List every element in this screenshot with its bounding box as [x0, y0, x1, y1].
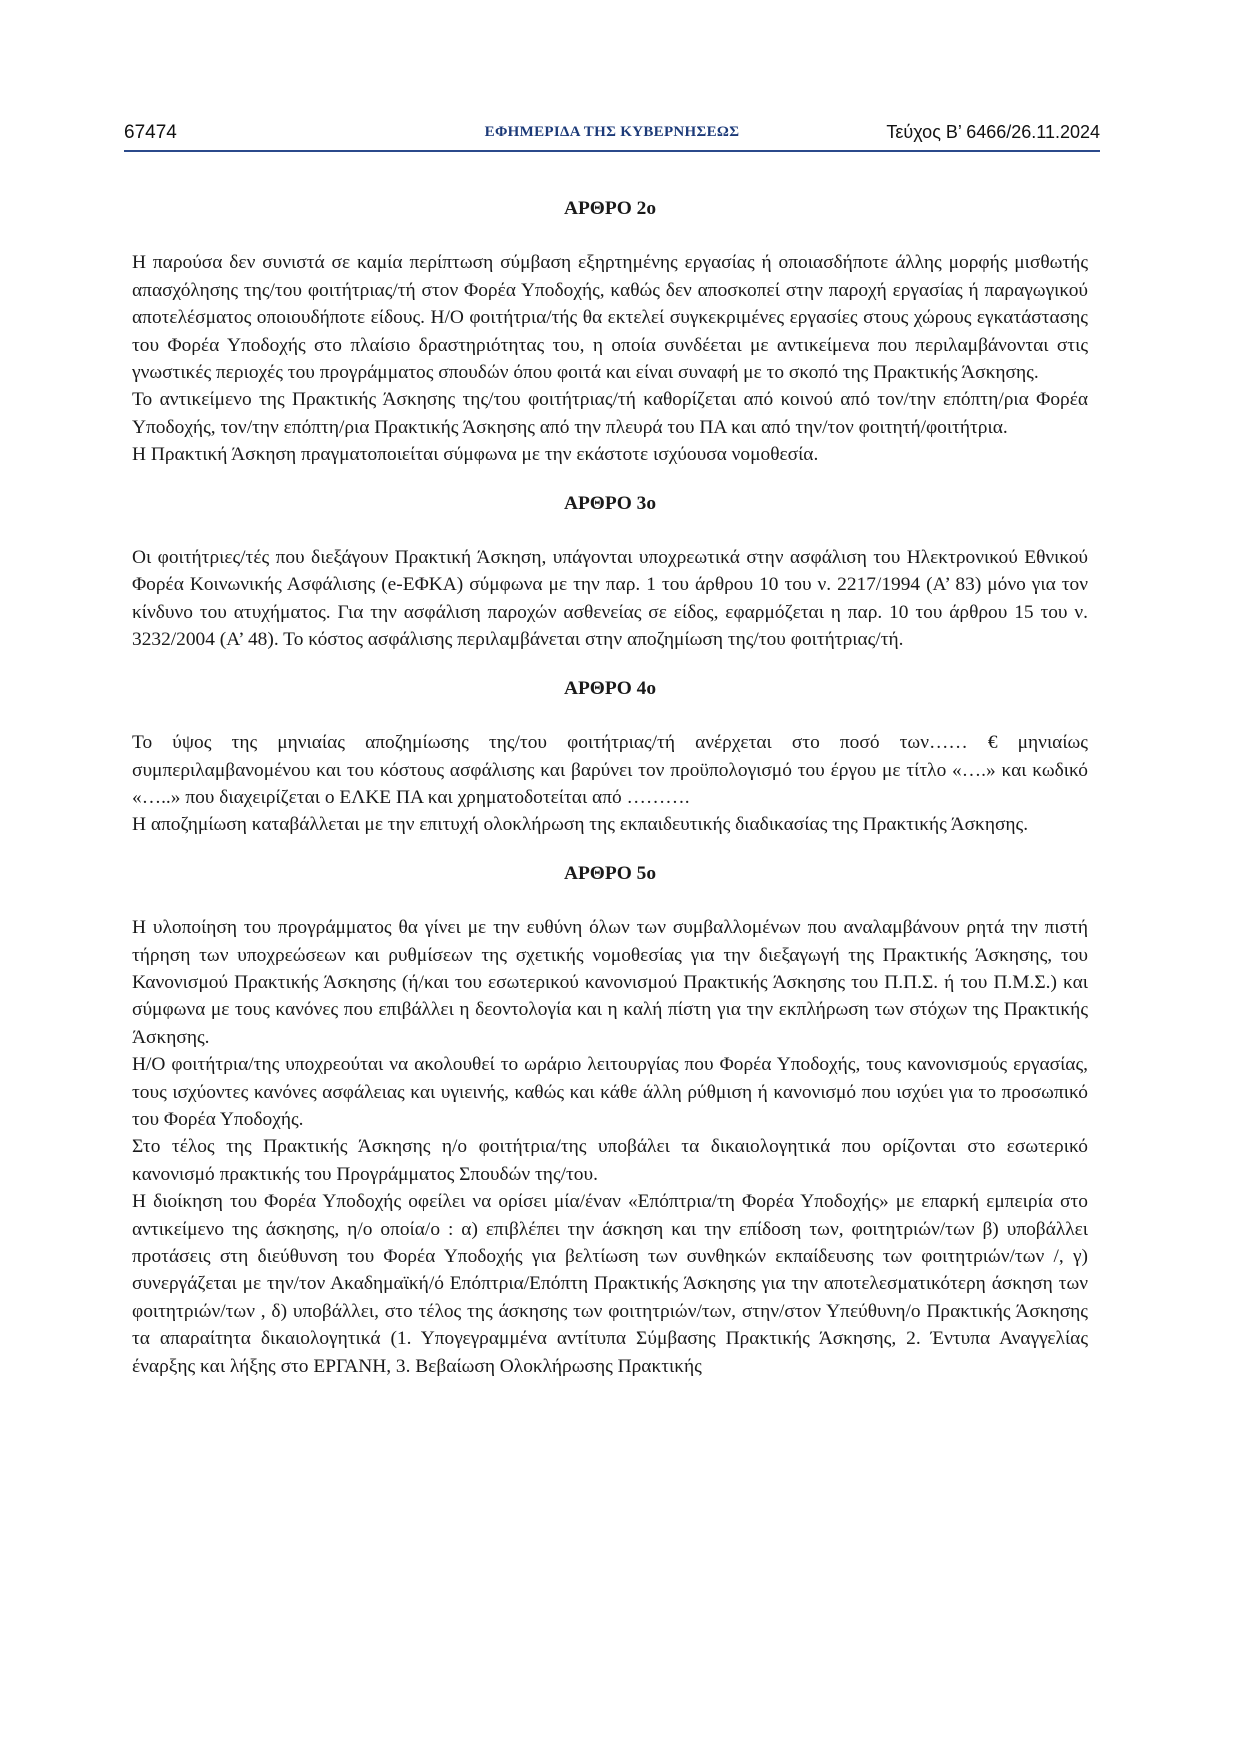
paragraph: Η υλοποίηση του προγράμματος θα γίνει με την ευθύνη όλων των συμβαλλομένων που αναλαμβάνουν ρητά την πιστή τήρηση των υποχρεώσεων και ρυθμίσεων της σχετικής νομοθεσίας για την διεξαγωγή της Πρακτικής Άσκησης, του Κανονισμού Πρακτικής Άσκησης (ή/και του εσωτερικού κανονισμού Πρακτικής Άσκησης του Π.Π.Σ. ή του Π.Μ.Σ.) και σύμφωνα με τους κανόνες που επιβάλλει η δεοντολογία και η καλή πίστη για την εκπλήρωση των στόχων της Πρακτικής Άσκησης. [132, 917, 1088, 1048]
article-heading: ΑΡΘΡΟ 5ο [563, 862, 657, 884]
article-heading: ΑΡΘΡΟ 3ο [563, 492, 657, 514]
paragraph: Στο τέλος της Πρακτικής Άσκησης η/ο φοιτήτρια/της υποβάλει τα δικαιολογητικά που ορίζονται στο εσωτερικό κανονισμό πρακτικής του Προγράμματος Σπουδών της/του. [132, 1136, 1088, 1185]
paragraph: Η διοίκηση του Φορέα Υποδοχής οφείλει να ορίσει μία/έναν «Επόπτρια/τη Φορέα Υποδοχής» με επαρκή εμπειρία στο αντικείμενο της άσκησης, η/ο οποία/ο : α) επιβλέπει την άσκηση και την επίδοση των, φοιτητριών/των β) υποβάλλει προτάσεις στη διεύθυνση του Φορέα Υποδοχής για βελτίωση των συνθηκών εκπαίδευσης των φοιτητριών/των /, γ) συνεργάζεται με την/τον Ακαδημαϊκή/ό Επόπτρια/Επόπτη Πρακτικής Άσκησης για την αποτελεσματικότερη άσκηση των φοιτητριών/των , δ) υποβάλλει, στο τέλος της άσκησης των φοιτητριών/των, στην/στον Υπεύθυνη/ο Πρακτικής Άσκησης τα απαραίτητα δικαιολογητικά (1. Υπογεγραμμένα αντίτυπα Σύμβασης Πρακτικής Άσκησης, 2. Έντυπα Αναγγελίας έναρξης και λήξης στο ΕΡΓΑΝΗ, 3. Βεβαίωση Ολοκλήρωσης Πρακτικής [132, 1191, 1088, 1377]
paragraph: Η παρούσα δεν συνιστά σε καμία περίπτωση σύμβαση εξηρτημένης εργασίας ή οποιασδήποτε άλλης μορφής μισθωτής απασχόλησης της/του φοιτήτριας/τή στον Φορέα Υποδοχής, καθώς δεν αποσκοπεί στην παροχή εργασίας ή παραγωγικού αποτελέσματος οποιουδήποτε είδους. Η/Ο φοιτήτρια/τής θα εκτελεί συγκεκριμένες εργασίες στους χώρους εγκατάστασης του Φορέα Υποδοχής στο πλαίσιο δραστηριότητας του, η οποία συνδέεται με αντικείμενα που περιλαμβάνονται στις γνωστικές περιοχές του προγράμματος σπουδών όπου φοιτά και είναι συναφή με το σκοπό της Πρακτικής Άσκησης. [132, 252, 1088, 384]
paragraph: Η Πρακτική Άσκηση πραγματοποιείται σύμφωνα με την εκάστοτε ισχύουσα νομοθεσία. [132, 444, 819, 466]
header-rule [124, 150, 1100, 152]
paragraph: Η αποζημίωση καταβάλλεται με την επιτυχή ολοκλήρωση της εκπαιδευτικής διαδικασίας της Πρακτικής Άσκησης. [132, 814, 1029, 836]
article-heading: ΑΡΘΡΟ 2ο [563, 198, 657, 219]
issue-reference: Τεύχος Β’ 6466/26.11.2024 [886, 122, 1100, 142]
paragraph: Η/Ο φοιτήτρια/της υποχρεούται να ακολουθεί το ωράριο λειτουργίας που Φορέα Υποδοχής, τους κανονισμούς εργασίας, τους ισχύοντες κανόνες ασφάλειας και υγιεινής, καθώς και κάθε άλλη ρύθμιση ή κανονισμό που ισχύει για το προσωπικό του Φορέα Υποδοχής. [132, 1054, 1088, 1130]
page-header [124, 122, 1100, 150]
document-body [132, 195, 1088, 1380]
page-number: 67474 [124, 122, 177, 143]
paragraph: Το ύψος της μηνιαίας αποζημίωσης της/του φοιτήτριας/τή ανέρχεται στο ποσό των…… € μηνιαίως συμπεριλαμβανομένου και του κόστους ασφάλισης και βαρύνει τον προϋπολογισμό του έργου με τίτλο «….» και κωδικό «…..» που διαχειρίζεται ο ΕΛΚΕ ΠΑ και χρηματοδοτείται από ………. [132, 732, 1088, 808]
article-heading: ΑΡΘΡΟ 4ο [563, 677, 657, 699]
paragraph: Το αντικείμενο της Πρακτικής Άσκησης της/του φοιτήτριας/τή καθορίζεται από κοινού από τον/την επόπτη/ρια Φορέα Υποδοχής, τον/την επόπτη/ρια Πρακτικής Άσκησης από την πλευρά του ΠΑ και από την/τον φοιτητή/φοιτήτρια. [132, 389, 1088, 438]
gazette-title: ΕΦΗΜΕΡΙΔΑ ΤΗΣ ΚΥΒΕΡΝΗΣΕΩΣ [484, 124, 740, 140]
paragraph: Οι φοιτήτριες/τές που διεξάγουν Πρακτική Άσκηση, υπάγονται υποχρεωτικά στην ασφάλιση του Ηλεκτρονικού Εθνικού Φορέα Κοινωνικής Ασφάλισης (e-ΕΦΚΑ) σύμφωνα με την παρ. 1 του άρθρου 10 του ν. 2217/1994 (Α’ 83) μόνο για τον κίνδυνο του ατυχήματος. Για την ασφάλιση παροχών ασθενείας σε είδος, εφαρμόζεται η παρ. 10 του άρθρου 15 του ν. 3232/2004 (Α’ 48). Το κόστος ασφάλισης περιλαμβάνεται στην αποζημίωση της/του φοιτήτριας/τή. [132, 547, 1088, 651]
